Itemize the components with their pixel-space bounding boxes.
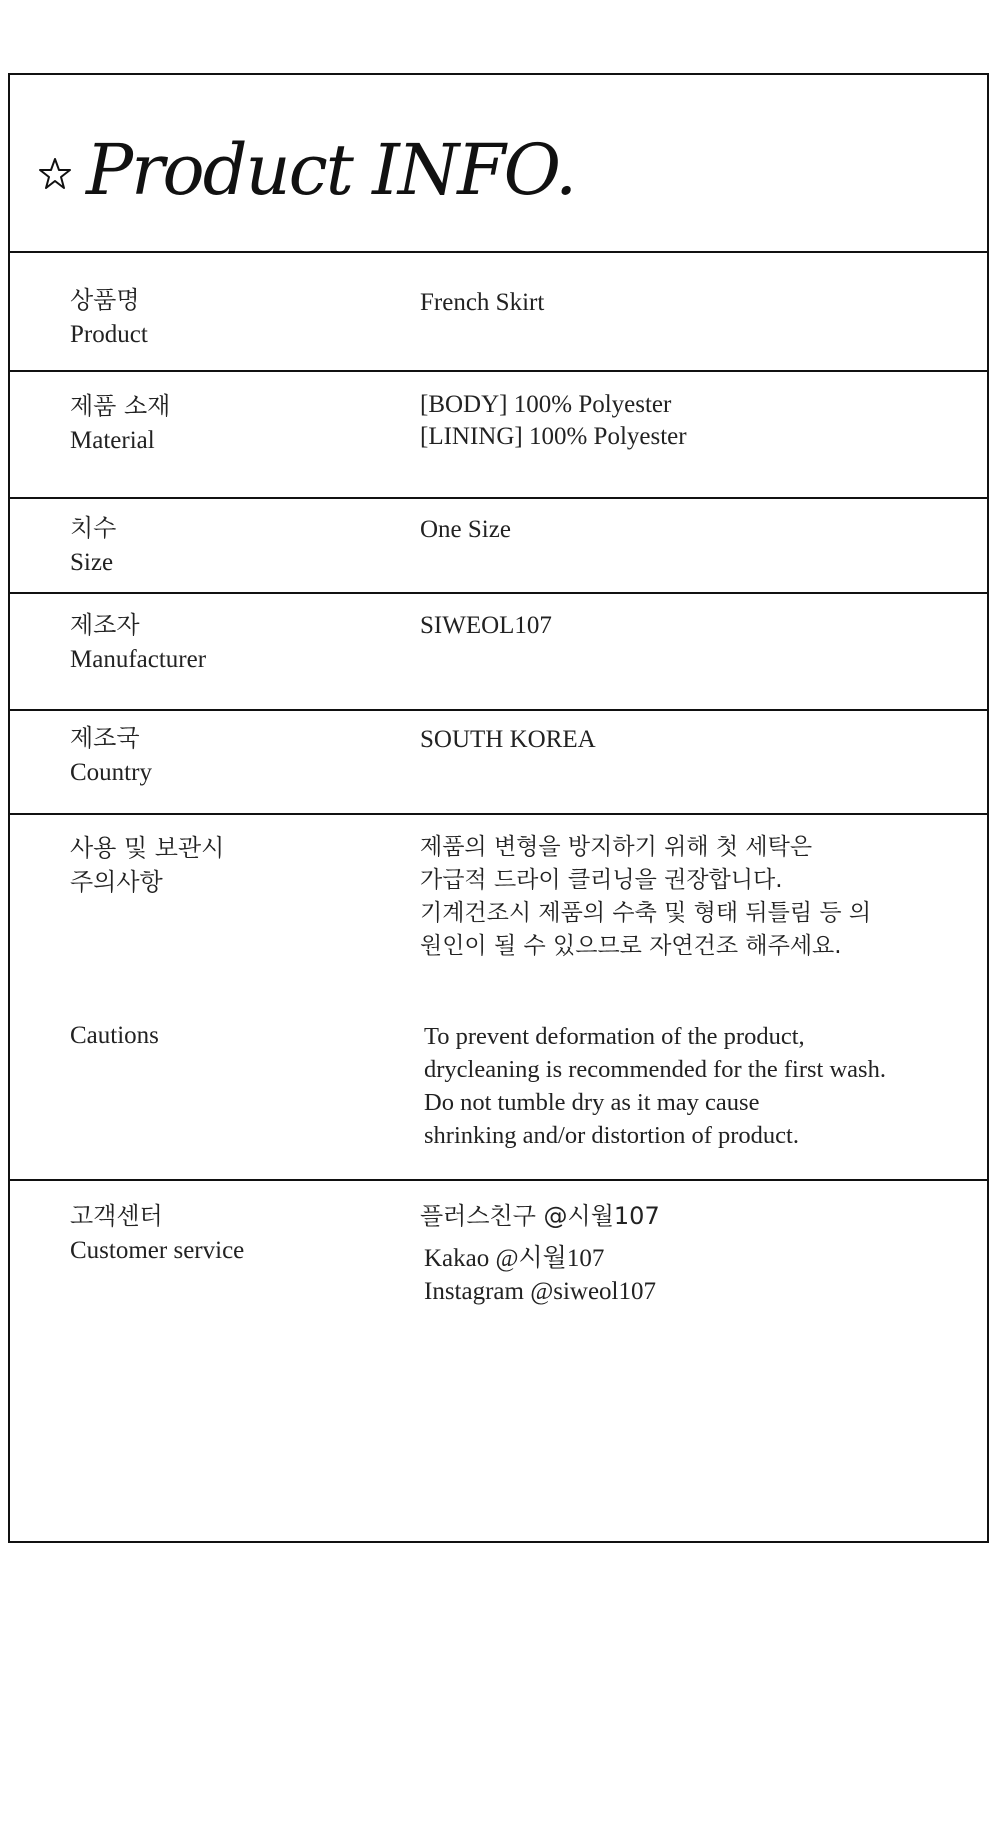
label-en: Customer service xyxy=(70,1237,245,1264)
caution-en-line: drycleaning is recommended for the first wash. xyxy=(424,1056,886,1083)
label-material xyxy=(70,389,170,459)
row-product xyxy=(10,253,987,372)
title-text: Product INFO. xyxy=(86,129,576,211)
label-ko: 치수 xyxy=(70,514,117,542)
label-size xyxy=(70,511,116,581)
row-material xyxy=(10,372,987,499)
row-manufacturer xyxy=(10,594,987,711)
label-en: Product xyxy=(70,321,148,348)
row-customer-service xyxy=(10,1181,987,1385)
value-size: One Size xyxy=(420,516,511,543)
star-outline-icon xyxy=(38,157,72,191)
label-ko: 고객센터 xyxy=(70,1202,163,1230)
product-info-table xyxy=(8,73,989,1543)
page-title xyxy=(38,129,576,211)
label-ko: 상품명 xyxy=(70,286,140,314)
row-country xyxy=(10,711,987,815)
value-cautions-ko xyxy=(420,831,963,963)
label-ko-line: 사용 및 보관시 xyxy=(70,834,225,862)
label-manufacturer xyxy=(70,608,206,678)
contact-instagram: Instagram @siweol107 xyxy=(424,1278,657,1305)
caution-ko-line: 기계건조시 제품의 수축 및 형태 뒤틀림 등 의 xyxy=(420,900,872,926)
label-ko: 제품 소재 xyxy=(70,392,171,420)
row-cautions xyxy=(10,815,987,1181)
label-cautions-ko xyxy=(70,831,224,899)
material-line: [BODY] 100% Polyester xyxy=(420,391,672,418)
contact-kakao: Kakao @시월107 xyxy=(424,1245,605,1272)
value-country: SOUTH KOREA xyxy=(420,726,596,753)
caution-en-line: Do not tumble dry as it may cause xyxy=(424,1089,760,1116)
caution-ko-line: 제품의 변형을 방지하기 위해 첫 세탁은 xyxy=(420,834,813,860)
caution-en-line: To prevent deformation of the product, xyxy=(424,1023,805,1050)
label-product xyxy=(70,283,148,353)
caution-ko-line: 원인이 될 수 있으므로 자연건조 해주세요. xyxy=(420,933,842,959)
label-en: Material xyxy=(70,427,155,454)
label-en: Manufacturer xyxy=(70,646,207,673)
label-ko: 제조자 xyxy=(70,611,140,639)
caution-en-line: shrinking and/or distortion of product. xyxy=(424,1122,799,1149)
row-size xyxy=(10,499,987,594)
label-en: Country xyxy=(70,759,152,786)
label-ko: 제조국 xyxy=(70,724,140,752)
value-cautions-en xyxy=(424,1020,967,1152)
label-cautions-en: Cautions xyxy=(70,1022,159,1049)
caution-ko-line: 가급적 드라이 클리닝을 권장합니다. xyxy=(420,867,783,893)
label-en: Size xyxy=(70,549,114,576)
material-line: [LINING] 100% Polyester xyxy=(420,423,687,450)
value-material xyxy=(420,389,963,453)
value-product: French Skirt xyxy=(420,289,545,316)
table-header xyxy=(10,75,987,253)
label-ko-line: 주의사항 xyxy=(70,868,163,896)
value-contacts xyxy=(424,1242,656,1308)
label-country xyxy=(70,721,152,791)
label-customer-service xyxy=(70,1199,244,1269)
value-plusfriend: 플러스친구 @시월107 xyxy=(420,1202,660,1230)
value-manufacturer: SIWEOL107 xyxy=(420,612,552,639)
